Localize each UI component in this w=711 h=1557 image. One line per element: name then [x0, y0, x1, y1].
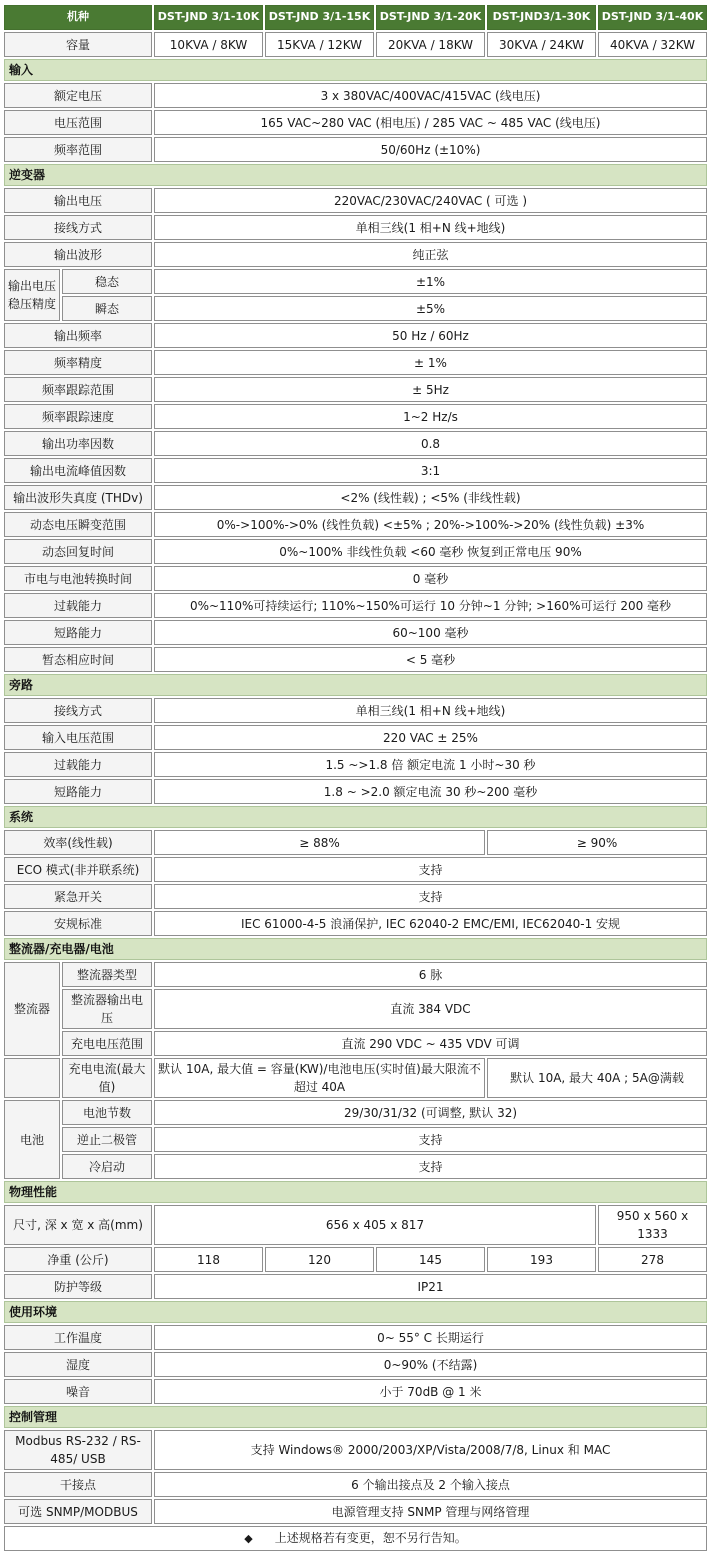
row-label: 充电电压范围 [62, 1031, 152, 1056]
cell-value: 0%->100%->0% (线性负载) <±5% ; 20%->100%->20% (线性负载) ±3% [154, 512, 707, 537]
table-row [4, 830, 707, 855]
cell-value: 165 VAC~280 VAC (相电压) / 285 VAC ~ 485 VAC (线电压) [154, 110, 707, 135]
cell-value: 145 [376, 1247, 485, 1272]
cell-value: 0%~100% 非线性负载 <60 毫秒 恢复到正常电压 90% [154, 539, 707, 564]
cell-value: 3 x 380VAC/400VAC/415VAC (线电压) [154, 83, 707, 108]
group-label [4, 1058, 60, 1098]
row-label: 净重 (公斤) [4, 1247, 152, 1272]
table-row [4, 377, 707, 402]
row-label: 接线方式 [4, 215, 152, 240]
row-label: 接线方式 [4, 698, 152, 723]
cell-value: 10KVA / 8KW [154, 32, 263, 57]
section-header: 物理性能 [4, 1181, 707, 1203]
table-row [4, 296, 707, 321]
table-row [4, 1430, 707, 1470]
table-row [4, 83, 707, 108]
row-label: 整流器类型 [62, 962, 152, 987]
cell-value: 6 脉 [154, 962, 707, 987]
table-row [4, 350, 707, 375]
table-row [4, 137, 707, 162]
footer-note [4, 1526, 707, 1551]
row-label: 额定电压 [4, 83, 152, 108]
section-row [4, 59, 707, 81]
table-row [4, 857, 707, 882]
section-row [4, 806, 707, 828]
table-row [4, 431, 707, 456]
cell-value: 支持 Windows® 2000/2003/XP/Vista/2008/7/8, Linux 和 MAC [154, 1430, 707, 1470]
model-header-cell: DST-JND 3/1-10K [154, 5, 263, 30]
cell-value: 120 [265, 1247, 374, 1272]
table-row [4, 1379, 707, 1404]
cell-value: 15KVA / 12KW [265, 32, 374, 57]
table-row [4, 1247, 707, 1272]
table-row [4, 512, 707, 537]
cell-value: IEC 61000-4-5 浪涌保护, IEC 62040-2 EMC/EMI, IEC62040-1 安规 [154, 911, 707, 936]
cell-value: ±1% [154, 269, 707, 294]
table-row [4, 593, 707, 618]
cell-value: 50 Hz / 60Hz [154, 323, 707, 348]
table-row [4, 911, 707, 936]
row-label: 频率跟踪速度 [4, 404, 152, 429]
cell-value: 220VAC/230VAC/240VAC ( 可选 ) [154, 188, 707, 213]
row-label: 电池节数 [62, 1100, 152, 1125]
table-row [4, 1205, 707, 1245]
row-label: Modbus RS-232 / RS-485/ USB [4, 1430, 152, 1470]
table-row [4, 884, 707, 909]
group-label: 电池 [4, 1100, 60, 1179]
table-row [4, 323, 707, 348]
table-row [4, 1127, 707, 1152]
cell-value: 默认 10A, 最大值 = 容量(KW)/电池电压(实时值)最大限流不超过 40A [154, 1058, 485, 1098]
row-label: 过载能力 [4, 593, 152, 618]
row-label: 市电与电池转换时间 [4, 566, 152, 591]
cell-value: 支持 [154, 1154, 707, 1179]
row-label: 效率(线性载) [4, 830, 152, 855]
table-row [4, 989, 707, 1029]
group-label: 输出电压稳压精度 [4, 269, 60, 321]
row-label: 输出电流峰值因数 [4, 458, 152, 483]
cell-value: 6 个输出接点及 2 个输入接点 [154, 1472, 707, 1497]
cell-value: 3:1 [154, 458, 707, 483]
section-row [4, 164, 707, 186]
cell-value: 30KVA / 24KW [487, 32, 596, 57]
cell-value: 小于 70dB @ 1 米 [154, 1379, 707, 1404]
row-label: 动态回复时间 [4, 539, 152, 564]
cell-value: 220 VAC ± 25% [154, 725, 707, 750]
row-label: 输入电压范围 [4, 725, 152, 750]
section-row [4, 1406, 707, 1428]
row-label: 工作温度 [4, 1325, 152, 1350]
section-header: 旁路 [4, 674, 707, 696]
section-header: 输入 [4, 59, 707, 81]
cell-value: ≥ 90% [487, 830, 707, 855]
row-label: 安规标准 [4, 911, 152, 936]
section-header: 控制管理 [4, 1406, 707, 1428]
cell-value: 0 毫秒 [154, 566, 707, 591]
row-label: 频率精度 [4, 350, 152, 375]
table-row [4, 725, 707, 750]
row-label: 冷启动 [62, 1154, 152, 1179]
cell-value: 1.5 ~>1.8 倍 额定电流 1 小时~30 秒 [154, 752, 707, 777]
section-header: 整流器/充电器/电池 [4, 938, 707, 960]
cell-value: ±5% [154, 296, 707, 321]
cell-value: ± 5Hz [154, 377, 707, 402]
cell-value: 支持 [154, 1127, 707, 1152]
cell-value: 40KVA / 32KW [598, 32, 707, 57]
model-header-cell: DST-JND 3/1-20K [376, 5, 485, 30]
table-row [4, 1031, 707, 1056]
table-row [4, 458, 707, 483]
row-label: 输出电压 [4, 188, 152, 213]
row-label: 噪音 [4, 1379, 152, 1404]
table-row [4, 215, 707, 240]
row-label: 紧急开关 [4, 884, 152, 909]
cell-value: 656 x 405 x 817 [154, 1205, 596, 1245]
cell-value: 1.8 ~ >2.0 额定电流 30 秒~200 毫秒 [154, 779, 707, 804]
table-row [4, 1274, 707, 1299]
table-row [4, 1352, 707, 1377]
table-row [4, 566, 707, 591]
table-row [4, 620, 707, 645]
table-row [4, 1100, 707, 1125]
cell-value: 纯正弦 [154, 242, 707, 267]
cell-value: < 5 毫秒 [154, 647, 707, 672]
cell-value: 50/60Hz (±10%) [154, 137, 707, 162]
row-label: 整流器输出电压 [62, 989, 152, 1029]
section-row [4, 1301, 707, 1323]
table-row [4, 188, 707, 213]
table-row [4, 485, 707, 510]
table-row [4, 404, 707, 429]
row-label: 输出频率 [4, 323, 152, 348]
diamond-bullet: ◆ [244, 1532, 253, 1546]
row-label: 短路能力 [4, 779, 152, 804]
row-label: 频率跟踪范围 [4, 377, 152, 402]
table-row [4, 752, 707, 777]
cell-value: 直流 290 VDC ~ 435 VDV 可调 [154, 1031, 707, 1056]
cell-value: 1~2 Hz/s [154, 404, 707, 429]
table-row [4, 110, 707, 135]
table-row [4, 962, 707, 987]
cell-value: 电源管理支持 SNMP 管理与网络管理 [154, 1499, 707, 1524]
corner-header-machine-type: 机种 [4, 5, 152, 30]
cell-value: 单相三线(1 相+N 线+地线) [154, 215, 707, 240]
cell-value: 29/30/31/32 (可调整, 默认 32) [154, 1100, 707, 1125]
row-label: 暂态相应时间 [4, 647, 152, 672]
cell-value: 60~100 毫秒 [154, 620, 707, 645]
table-row [4, 647, 707, 672]
model-header-cell: DST-JND 3/1-40K [598, 5, 707, 30]
row-label: ECO 模式(非并联系统) [4, 857, 152, 882]
table-row [4, 779, 707, 804]
section-header: 系统 [4, 806, 707, 828]
cell-value: 直流 384 VDC [154, 989, 707, 1029]
cell-value: ± 1% [154, 350, 707, 375]
row-label: 防护等级 [4, 1274, 152, 1299]
cell-value: ≥ 88% [154, 830, 485, 855]
row-label: 频率范围 [4, 137, 152, 162]
cell-value: 默认 10A, 最大 40A ; 5A@满载 [487, 1058, 707, 1098]
cell-value: 20KVA / 18KW [376, 32, 485, 57]
header-row [4, 5, 707, 30]
row-label: 动态电压瞬变范围 [4, 512, 152, 537]
row-label: 可选 SNMP/MODBUS [4, 1499, 152, 1524]
row-label: 湿度 [4, 1352, 152, 1377]
cell-value: 0.8 [154, 431, 707, 456]
row-label: 干接点 [4, 1472, 152, 1497]
cell-value: 950 x 560 x 1333 [598, 1205, 707, 1245]
spec-table [2, 3, 709, 1553]
row-label: 输出功率因数 [4, 431, 152, 456]
cell-value: 0~ 55° C 长期运行 [154, 1325, 707, 1350]
section-row [4, 938, 707, 960]
table-row [4, 269, 707, 294]
model-header-cell: DST-JND 3/1-15K [265, 5, 374, 30]
row-label: 短路能力 [4, 620, 152, 645]
table-row [4, 32, 707, 57]
section-row [4, 674, 707, 696]
section-row [4, 1181, 707, 1203]
row-label: 逆止二极管 [62, 1127, 152, 1152]
table-row [4, 539, 707, 564]
cell-value: <2% (线性载) ; <5% (非线性载) [154, 485, 707, 510]
cell-value: 118 [154, 1247, 263, 1272]
table-row [4, 1058, 707, 1098]
table-row [4, 1154, 707, 1179]
cell-value: 193 [487, 1247, 596, 1272]
row-label: 稳态 [62, 269, 152, 294]
row-label: 过载能力 [4, 752, 152, 777]
cell-value: 支持 [154, 884, 707, 909]
table-row [4, 698, 707, 723]
row-label: 输出波形 [4, 242, 152, 267]
group-label: 整流器 [4, 962, 60, 1056]
row-label: 尺寸, 深 x 宽 x 高(mm) [4, 1205, 152, 1245]
cell-value: IP21 [154, 1274, 707, 1299]
footer-text: 上述规格若有变更，恕不另行告知。 [274, 1531, 467, 1546]
section-header: 逆变器 [4, 164, 707, 186]
table-row [4, 1325, 707, 1350]
section-header: 使用环境 [4, 1301, 707, 1323]
row-label: 充电电流(最大值) [62, 1058, 152, 1098]
table-row [4, 1499, 707, 1524]
cell-value: 0~90% (不结露) [154, 1352, 707, 1377]
cell-value: 0%~110%可持续运行; 110%~150%可运行 10 分钟~1 分钟; >160%可运行 200 毫秒 [154, 593, 707, 618]
footer-row [4, 1526, 707, 1551]
spec-table-body [4, 5, 707, 1551]
row-label: 瞬态 [62, 296, 152, 321]
cell-value: 支持 [154, 857, 707, 882]
cell-value: 278 [598, 1247, 707, 1272]
cell-value: 单相三线(1 相+N 线+地线) [154, 698, 707, 723]
model-header-cell: DST-JND3/1-30K [487, 5, 596, 30]
row-label: 容量 [4, 32, 152, 57]
row-label: 输出波形失真度 (THDv) [4, 485, 152, 510]
table-row [4, 242, 707, 267]
row-label: 电压范围 [4, 110, 152, 135]
